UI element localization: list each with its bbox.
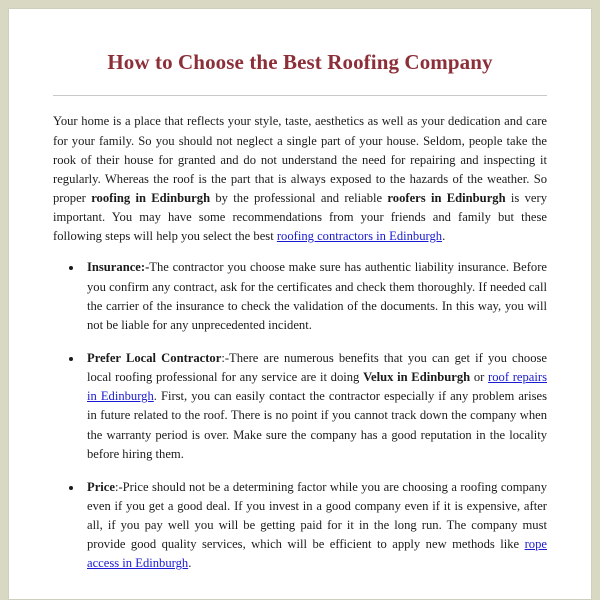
intro-text-2: by the professional and reliable: [210, 191, 388, 205]
local-contractor-term: Prefer Local Contractor: [87, 350, 222, 365]
price-text-1: :-Price should not be a determining factor while you are choosing a roofing company even if you get a good deal. If you invest in a good company even if it is expensive, after all, if you pay well you will be getting paid for it in the long run. The company must provide good quality services, which will be efficient to apply new methods like: [87, 479, 547, 552]
intro-bold-1: roofing in Edinburgh: [91, 191, 211, 205]
price-term: Price: [87, 479, 115, 494]
local-contractor-text-3: . First, you can easily contact the contractor especially if any problem arises in future related to the roof. There is no point if you cannot track down the company when the warranty period is over. Make sure the company has a good reputation in the locality before hiring them.: [87, 389, 547, 461]
list-item-local-contractor: [83, 349, 547, 464]
insurance-text: The contractor you choose make sure has authentic liability insurance. Before you confirm any contract, ask for the certificates and check them thoroughly. If needed call the carrier of the insurance to check the validation of the documents. In this way, you will not be liable for any unprecedented incident.: [87, 260, 547, 332]
roof-repairs-link[interactable]: roof repairs in Edinburgh: [87, 370, 547, 404]
page-title: How to Choose the Best Roofing Company: [107, 50, 493, 74]
velux-bold: Velux in Edinburgh: [363, 370, 471, 385]
local-contractor-text-2: or: [470, 370, 489, 385]
document-content: [9, 9, 591, 574]
title-divider: [53, 95, 547, 96]
list-item-insurance: [83, 258, 547, 335]
intro-text-4: .: [442, 229, 446, 244]
list-item-price: [83, 478, 547, 574]
price-text-2: .: [188, 556, 192, 571]
insurance-term: Insurance:-: [87, 260, 150, 275]
local-contractor-text-1: :-There are numerous benefits that you can get if you choose local roofing professional for any service are it doing: [87, 350, 547, 385]
intro-bold-2: roofers in Edinburgh: [387, 191, 506, 205]
intro-text-3: is very important. You may have some recommendations from your friends and family but these following steps will help you select the best: [53, 191, 547, 244]
document-page: [8, 8, 592, 600]
rope-access-link[interactable]: rope access in Edinburgh: [87, 537, 547, 571]
intro-paragraph: [53, 112, 547, 246]
intro-text-1: Your home is a place that reflects your style, taste, aesthetics as well as your dedication and care for your family. So you should not neglect a single part of your house. Seldom, people take the rook of their house for granted and do not understand the need for repairing and inspecting it regularly. Whereas the roof is the part that is always exposed to the hazards of the weather. So proper: [53, 114, 547, 205]
bullet-list: [53, 258, 547, 573]
roofing-contractors-link[interactable]: roofing contractors in Edinburgh: [276, 229, 443, 244]
